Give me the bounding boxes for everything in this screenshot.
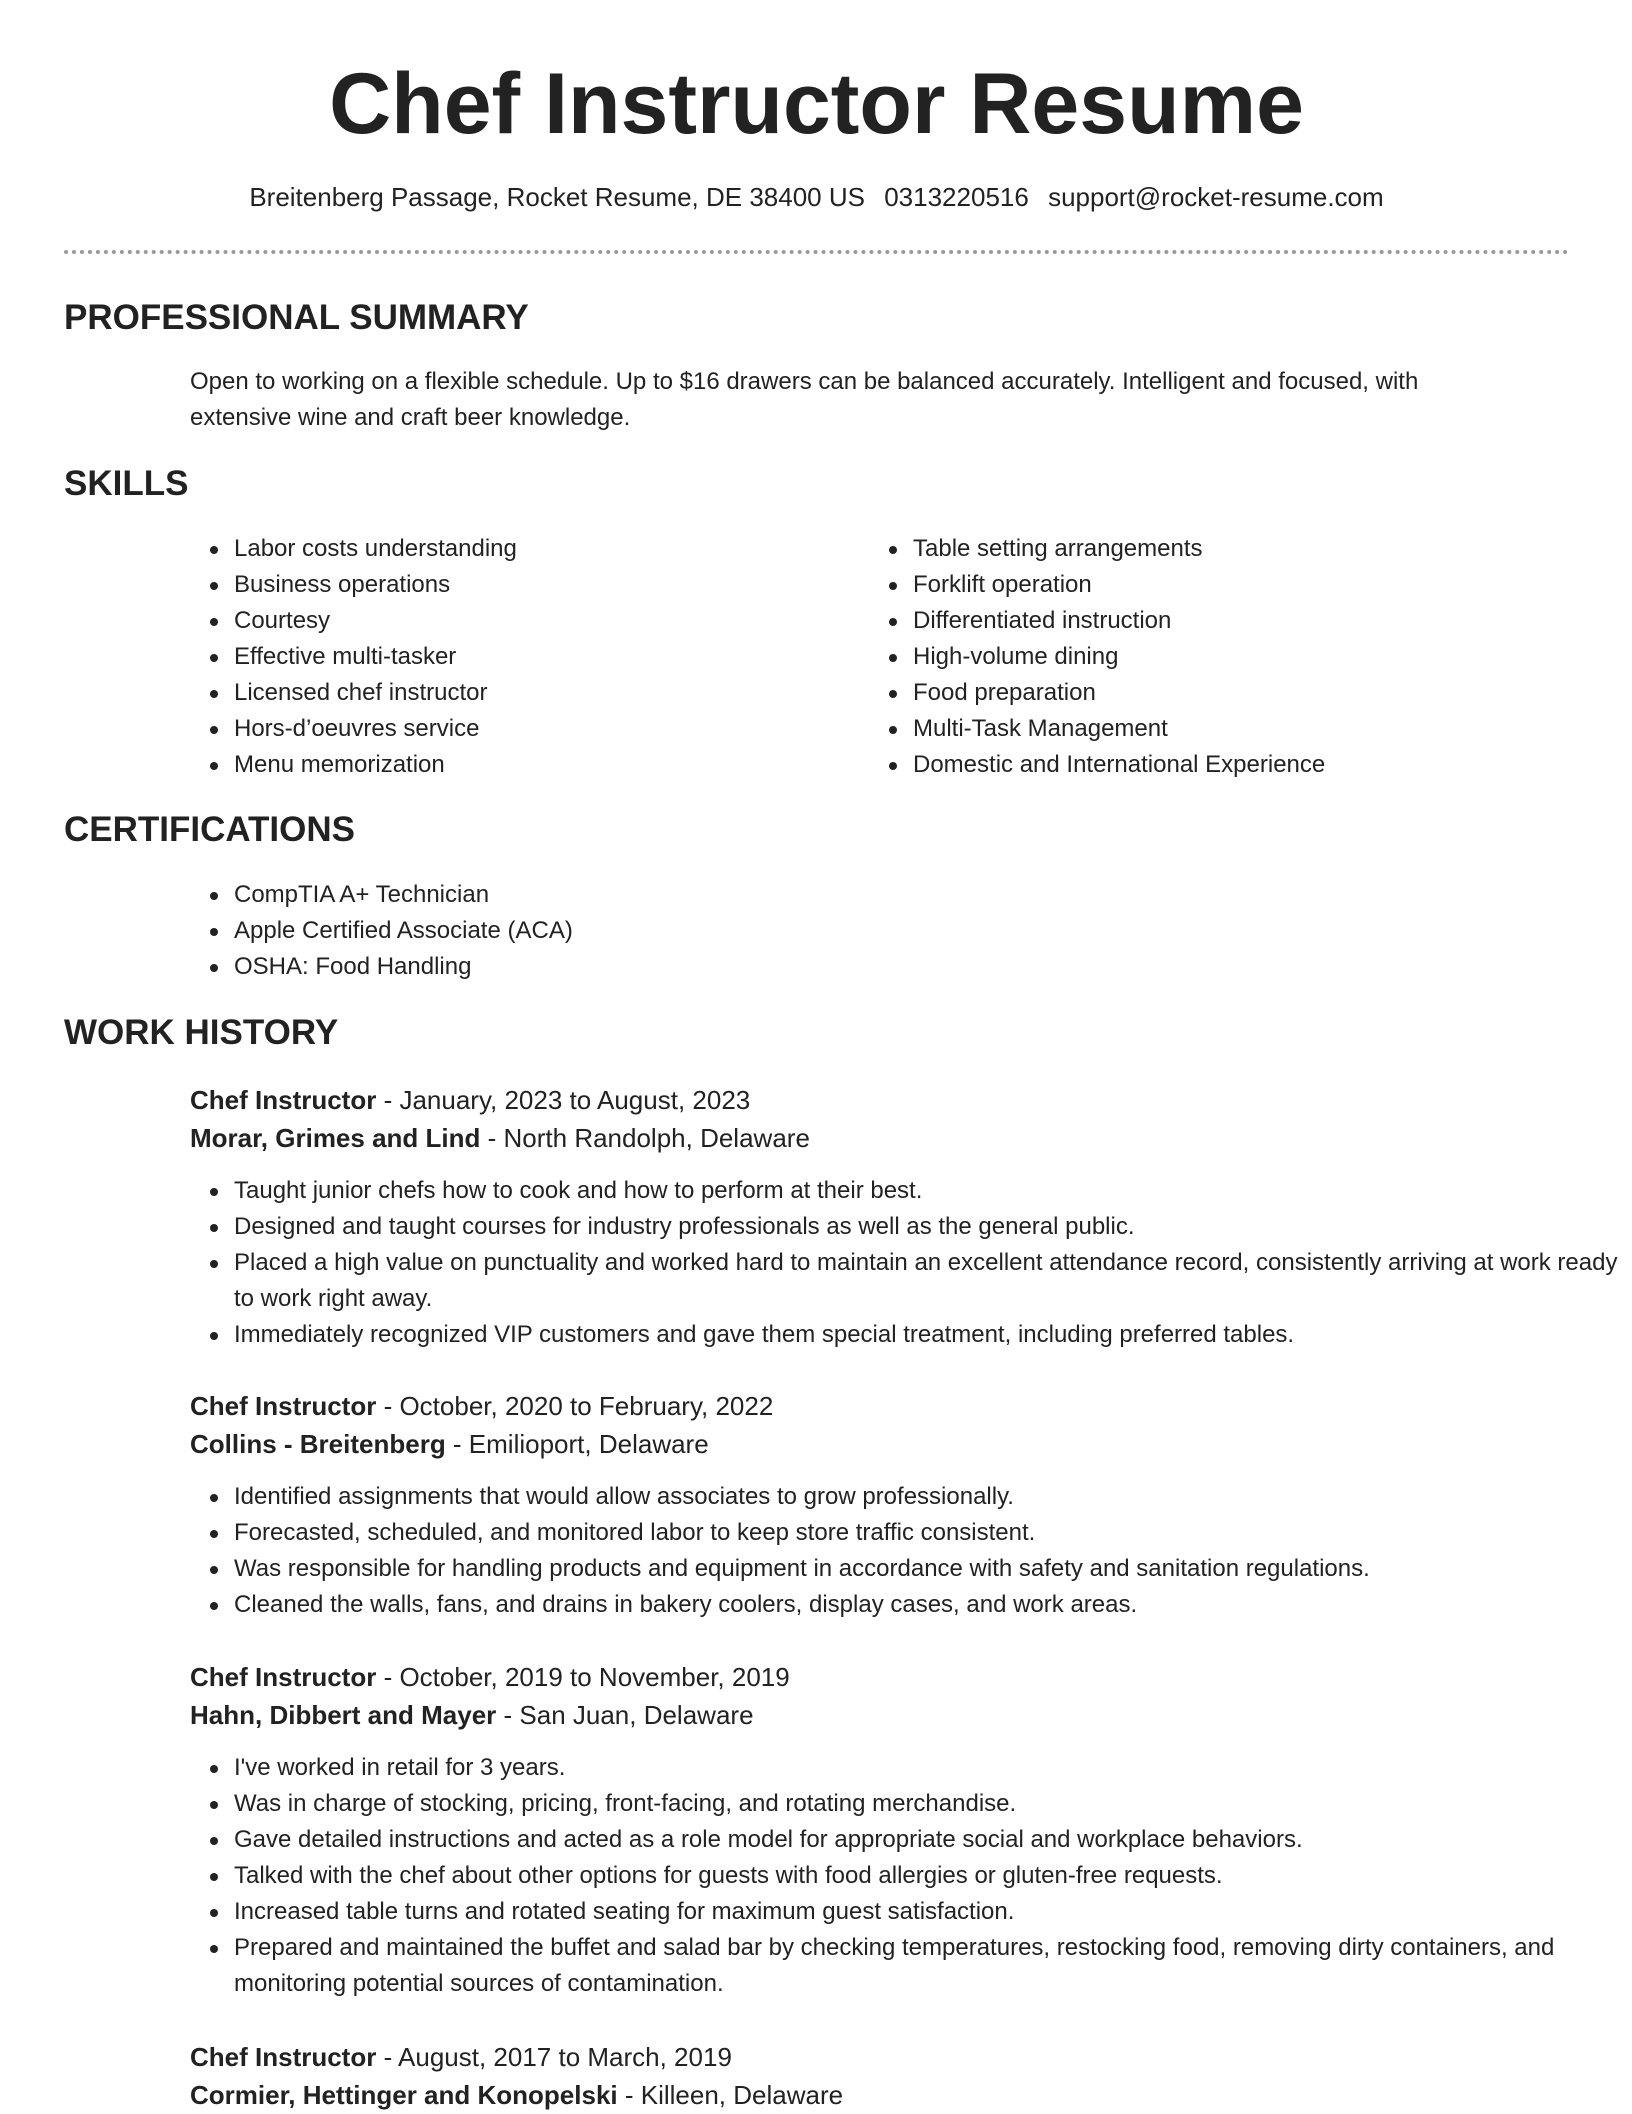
header-divider [64, 250, 1569, 254]
job-entry [190, 1658, 1620, 2002]
skill-item: Forklift operation [869, 567, 1509, 603]
skill-item: Business operations [190, 567, 830, 603]
job-bullet: I've worked in retail for 3 years. [190, 1750, 1620, 1786]
job-company: Hahn, Dibbert and Mayer [190, 1700, 497, 1730]
job-company: Collins - Breitenberg [190, 1429, 446, 1459]
job-location: - Killeen, Delaware [617, 2080, 844, 2110]
skill-item: Food preparation [869, 675, 1509, 711]
job-bullet: Was responsible for handling products and equipment in accordance with safety and sanitation regulations. [190, 1551, 1620, 1587]
summary-text: Open to working on a flexible schedule. Up to $16 drawers can be balanced accurately. Intelligent and focused, with extensive wine and craft beer knowledge. [190, 368, 1419, 431]
skill-item: Menu memorization [190, 747, 830, 783]
contact-email[interactable]: support@rocket-resume.com [1048, 182, 1384, 212]
job-title: Chef Instructor [190, 1391, 377, 1421]
certifications-heading: CERTIFICATIONS [64, 810, 356, 849]
job-company: Morar, Grimes and Lind [190, 1123, 481, 1153]
job-company-line [190, 2076, 1620, 2114]
job-title-line [190, 2038, 1620, 2076]
job-location: - Emilioport, Delaware [445, 1429, 709, 1459]
job-title: Chef Instructor [190, 1662, 377, 1692]
job-dates: - October, 2019 to November, 2019 [376, 1662, 790, 1692]
contact-address: Breitenberg Passage, Rocket Resume, DE 38400 US [249, 182, 865, 212]
job-bullet: Cleaned the walls, fans, and drains in bakery coolers, display cases, and work areas. [190, 1587, 1620, 1623]
job-bullets [190, 1173, 1620, 1353]
job-bullet: Identified assignments that would allow associates to grow professionally. [190, 1479, 1620, 1515]
skill-item: Differentiated instruction [869, 603, 1509, 639]
skill-item: Courtesy [190, 603, 830, 639]
job-entry [190, 2038, 1620, 2114]
job-entry [190, 1081, 1620, 1353]
job-title: Chef Instructor [190, 1085, 377, 1115]
summary-heading: PROFESSIONAL SUMMARY [64, 298, 529, 337]
skill-item: Labor costs understanding [190, 531, 830, 567]
certifications-list [190, 877, 990, 985]
skill-item: Domestic and International Experience [869, 747, 1509, 783]
skill-item: Effective multi-tasker [190, 639, 830, 675]
job-bullet: Talked with the chef about other options for guests with food allergies or gluten-free requests. [190, 1858, 1620, 1894]
job-location: - San Juan, Delaware [496, 1700, 754, 1730]
job-title-line [190, 1081, 1620, 1119]
job-bullet: Forecasted, scheduled, and monitored labor to keep store traffic consistent. [190, 1515, 1620, 1551]
job-company-line [190, 1425, 1620, 1463]
job-bullet: Taught junior chefs how to cook and how to perform at their best. [190, 1173, 1620, 1209]
job-title: Chef Instructor [190, 2042, 377, 2072]
resume-title: Chef Instructor Resume [329, 56, 1304, 152]
job-bullet: Immediately recognized VIP customers and gave them special treatment, including preferred tables. [190, 1317, 1620, 1353]
job-entry [190, 1387, 1620, 1623]
skill-item: High-volume dining [869, 639, 1509, 675]
resume-page [64, 0, 1618, 2110]
job-bullet: Gave detailed instructions and acted as a role model for appropriate social and workplace behaviors. [190, 1822, 1620, 1858]
contact-phone: 0313220516 [884, 182, 1029, 212]
certification-item: Apple Certified Associate (ACA) [190, 913, 990, 949]
contact-line [64, 182, 1569, 213]
job-title-line [190, 1658, 1620, 1696]
job-location: - North Randolph, Delaware [480, 1123, 810, 1153]
skills-list-left [190, 531, 830, 783]
job-bullet: Placed a high value on punctuality and worked hard to maintain an excellent attendance record, consistently arriving at work ready to work right away. [190, 1245, 1620, 1317]
job-bullet: Was in charge of stocking, pricing, front-facing, and rotating merchandise. [190, 1786, 1620, 1822]
job-title-line [190, 1387, 1620, 1425]
job-dates: - January, 2023 to August, 2023 [376, 1085, 751, 1115]
job-bullets [190, 1479, 1620, 1623]
skills-list-right [869, 531, 1509, 783]
skill-item: Hors-d’oeuvres service [190, 711, 830, 747]
skill-item: Licensed chef instructor [190, 675, 830, 711]
job-bullet: Increased table turns and rotated seating for maximum guest satisfaction. [190, 1894, 1620, 1930]
job-dates: - August, 2017 to March, 2019 [376, 2042, 732, 2072]
job-bullet: Prepared and maintained the buffet and salad bar by checking temperatures, restocking food, removing dirty containers, and monitoring potential sources of contamination. [190, 1930, 1620, 2002]
job-company-line [190, 1696, 1620, 1734]
job-company: Cormier, Hettinger and Konopelski [190, 2080, 618, 2110]
job-company-line [190, 1119, 1620, 1157]
certification-item: OSHA: Food Handling [190, 949, 990, 985]
skill-item: Multi-Task Management [869, 711, 1509, 747]
job-bullet: Designed and taught courses for industry professionals as well as the general public. [190, 1209, 1620, 1245]
skill-item: Table setting arrangements [869, 531, 1509, 567]
skills-heading: SKILLS [64, 464, 189, 503]
certification-item: CompTIA A+ Technician [190, 877, 990, 913]
work-history-heading: WORK HISTORY [64, 1013, 339, 1052]
job-bullets [190, 1750, 1620, 2002]
job-dates: - October, 2020 to February, 2022 [376, 1391, 774, 1421]
